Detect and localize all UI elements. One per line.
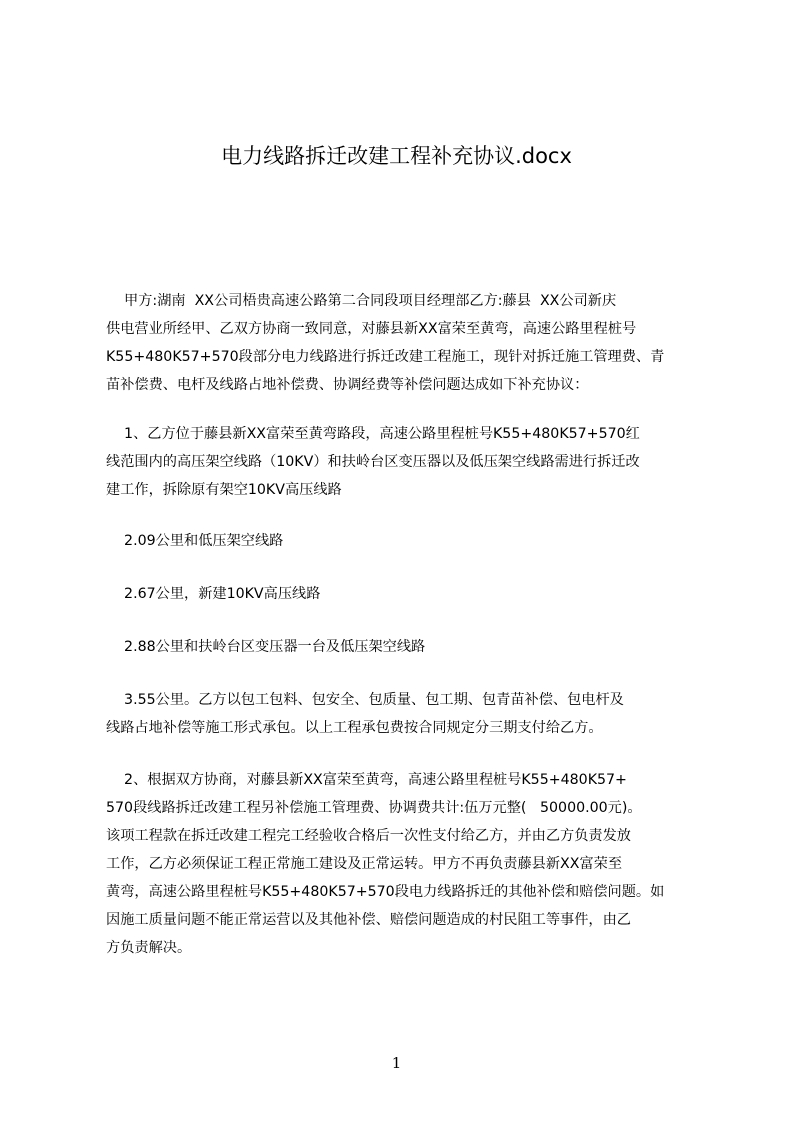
paragraph-line: 线范围内的高压架空线路（10KV）和扶岭台区变压器以及低压架空线路需进行拆迁改 [106, 454, 640, 470]
paragraph-clause-2 [106, 766, 699, 962]
paragraph-line: 1、乙方位于藤县新XX富荣至黄弯路段，高速公路里程桩号K55+480K57+570红 [106, 426, 640, 442]
paragraph-line: 供电营业所经甲、乙双方协商一致同意，对藤县新XX富荣至黄弯，高速公路里程桩号 [106, 321, 637, 337]
paragraph-line: 甲方:湖南 XX公司梧贵高速公路第二合同段项目经理部乙方:藤县 XX公司新庆 [106, 293, 617, 309]
paragraph-line: 570段线路拆迁改建工程另补偿施工管理费、协调费共计:伍万元整( 50000.00元)。 [106, 800, 642, 816]
paragraph-line: 苗补偿费、电杆及线路占地补偿费、协调经费等补偿问题达成如下补充协议： [106, 377, 589, 393]
paragraph-line: 该项工程款在拆迁改建工程完工经验收合格后一次性支付给乙方，并由乙方负责发放 [106, 828, 631, 844]
paragraph-line-item-1 [106, 527, 699, 555]
paragraph-line-item-3 [106, 633, 699, 661]
paragraph-line: 2、根据双方协商，对藤县新XX富荣至黄弯，高速公路里程桩号K55+480K57+ [106, 772, 627, 788]
paragraph-line: 3.55公里。乙方以包工包料、包安全、包质量、包工期、包青苗补偿、包电杆及 [106, 692, 624, 708]
page-number: 1 [391, 1054, 402, 1072]
paragraph-line: 黄弯，高速公路里程桩号K55+480K57+570段电力线路拆迁的其他补偿和赔偿问题。如 [106, 884, 665, 900]
paragraph-parties [106, 287, 699, 399]
paragraph-line: 方负责解决。 [106, 940, 192, 956]
paragraph-line: 2.67公里，新建10KV高压线路 [106, 586, 321, 602]
paragraph-line: 工作，乙方必须保证工程正常施工建设及正常运转。甲方不再负责藤县新XX富荣至 [106, 856, 623, 872]
document-title: 电力线路拆迁改建工程补充协议.docx [221, 144, 572, 168]
paragraph-line: 2.88公里和扶岭台区变压器一台及低压架空线路 [106, 639, 426, 655]
paragraph-line-item-4 [106, 686, 699, 742]
paragraph-line: K55+480K57+570段部分电力线路进行拆迁改建工程施工，现针对拆迁施工管理费、青 [106, 349, 665, 365]
paragraph-clause-1 [106, 420, 699, 504]
paragraph-line: 因施工质量问题不能正常运营以及其他补偿、赔偿问题造成的村民阻工等事件，由乙 [106, 912, 631, 928]
paragraph-line-item-2 [106, 580, 699, 608]
paragraph-line: 建工作，拆除原有架空10KV高压线路 [106, 482, 342, 498]
paragraph-line: 2.09公里和低压架空线路 [106, 533, 284, 549]
paragraph-line: 线路占地补偿等施工形式承包。以上工程承包费按合同规定分三期支付给乙方。 [106, 720, 603, 736]
